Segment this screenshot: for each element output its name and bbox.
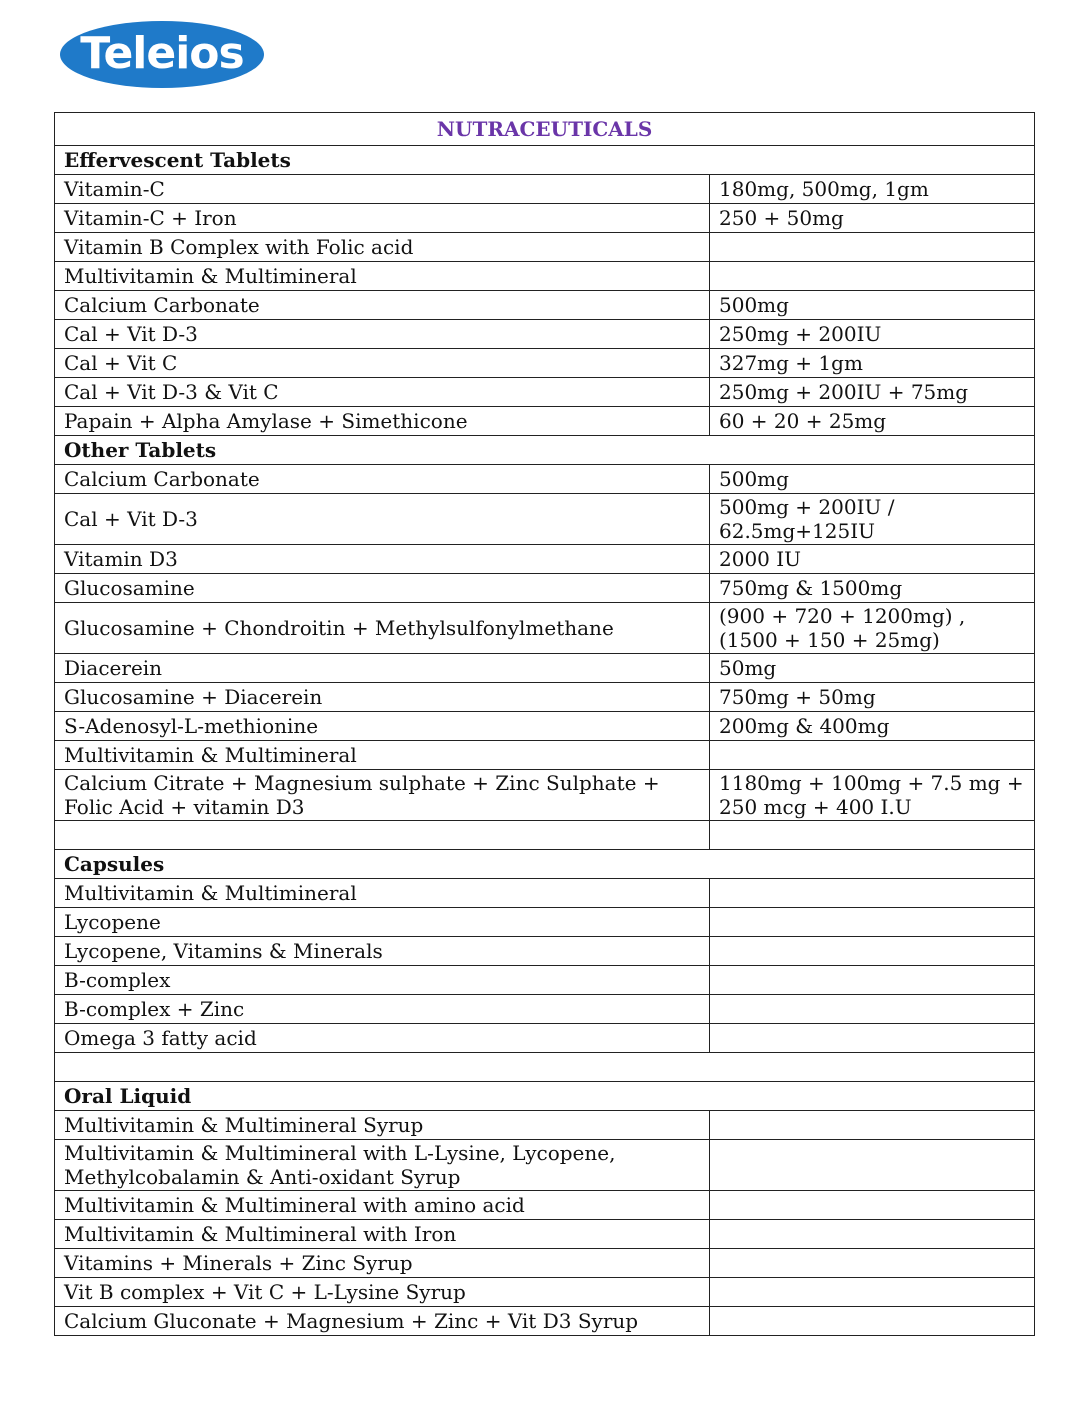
table-row <box>55 741 1035 770</box>
product-strength <box>710 879 1035 908</box>
section-heading-capsules: Capsules <box>55 850 1035 879</box>
product-name: Glucosamine + Chondroitin + Methylsulfonylmethane <box>55 603 710 654</box>
product-name: Multivitamin & Multimineral with amino acid <box>55 1191 710 1220</box>
table-row <box>55 995 1035 1024</box>
table-row <box>55 654 1035 683</box>
product-strength <box>710 262 1035 291</box>
product-name: Vitamins + Minerals + Zinc Syrup <box>55 1249 710 1278</box>
table-row <box>55 1024 1035 1053</box>
product-name: Calcium Citrate + Magnesium sulphate + Zinc Sulphate + Folic Acid + vitamin D3 <box>55 770 710 821</box>
table-row <box>55 1278 1035 1307</box>
product-name: Multivitamin & Multimineral <box>55 741 710 770</box>
product-strength: 500mg <box>710 291 1035 320</box>
product-name: Multivitamin & Multimineral <box>55 879 710 908</box>
section-heading-oral-liquid: Oral Liquid <box>55 1082 1035 1111</box>
product-name: Calcium Gluconate + Magnesium + Zinc + Vit D3 Syrup <box>55 1307 710 1336</box>
product-strength: 60 + 20 + 25mg <box>710 407 1035 436</box>
product-name: Multivitamin & Multimineral <box>55 262 710 291</box>
table-row <box>55 1111 1035 1140</box>
product-strength <box>710 1024 1035 1053</box>
product-strength: 750mg + 50mg <box>710 683 1035 712</box>
product-strength: 327mg + 1gm <box>710 349 1035 378</box>
product-strength: 500mg <box>710 465 1035 494</box>
product-name: Glucosamine <box>55 574 710 603</box>
product-name: Papain + Alpha Amylase + Simethicone <box>55 407 710 436</box>
product-name: Vitamin-C <box>55 175 710 204</box>
table-row <box>55 712 1035 741</box>
nutraceuticals-table <box>54 112 1035 1336</box>
table-row <box>55 1140 1035 1191</box>
table-row <box>55 770 1035 821</box>
product-strength <box>710 1111 1035 1140</box>
table-title: NUTRACEUTICALS <box>55 113 1035 146</box>
table-row <box>55 1191 1035 1220</box>
table-row <box>55 908 1035 937</box>
product-name: Lycopene, Vitamins & Minerals <box>55 937 710 966</box>
table-row <box>55 574 1035 603</box>
product-name: B-complex <box>55 966 710 995</box>
product-strength: 500mg + 200IU / 62.5mg+125IU <box>710 494 1035 545</box>
table-row <box>55 1307 1035 1336</box>
product-strength <box>710 1140 1035 1191</box>
table-row <box>55 494 1035 545</box>
table-row <box>55 603 1035 654</box>
section-heading-other-tablets: Other Tablets <box>55 436 1035 465</box>
table-row <box>55 320 1035 349</box>
table-row <box>55 683 1035 712</box>
logo-text: Teleios <box>80 27 244 79</box>
product-strength <box>710 1278 1035 1307</box>
product-name: Multivitamin & Multimineral with Iron <box>55 1220 710 1249</box>
product-name: Lycopene <box>55 908 710 937</box>
product-strength <box>710 233 1035 262</box>
product-name: Glucosamine + Diacerein <box>55 683 710 712</box>
product-name: Cal + Vit D-3 <box>55 494 710 545</box>
table-row <box>55 378 1035 407</box>
product-strength: 250mg + 200IU + 75mg <box>710 378 1035 407</box>
product-strength <box>710 937 1035 966</box>
product-strength: 180mg, 500mg, 1gm <box>710 175 1035 204</box>
table-row <box>55 204 1035 233</box>
table-row <box>55 1220 1035 1249</box>
product-strength <box>710 1220 1035 1249</box>
product-strength <box>710 995 1035 1024</box>
product-strength: 250mg + 200IU <box>710 320 1035 349</box>
product-name: Multivitamin & Multimineral Syrup <box>55 1111 710 1140</box>
table-row <box>55 545 1035 574</box>
product-name: Vitamin B Complex with Folic acid <box>55 233 710 262</box>
product-name: Vit B complex + Vit C + L-Lysine Syrup <box>55 1278 710 1307</box>
product-strength <box>710 1307 1035 1336</box>
product-strength <box>710 1191 1035 1220</box>
table-row <box>55 966 1035 995</box>
product-name: Cal + Vit C <box>55 349 710 378</box>
product-name: Vitamin D3 <box>55 545 710 574</box>
table-row <box>55 291 1035 320</box>
table-row <box>55 465 1035 494</box>
table-row <box>55 175 1035 204</box>
product-strength: 250 + 50mg <box>710 204 1035 233</box>
product-strength: 50mg <box>710 654 1035 683</box>
section-heading-effervescent: Effervescent Tablets <box>55 146 1035 175</box>
product-name: Vitamin-C + Iron <box>55 204 710 233</box>
product-name: Diacerein <box>55 654 710 683</box>
product-strength: 200mg & 400mg <box>710 712 1035 741</box>
table-row <box>55 937 1035 966</box>
product-name: B-complex + Zinc <box>55 995 710 1024</box>
product-strength: 1180mg + 100mg + 7.5 mg + 250 mcg + 400 I.U <box>710 770 1035 821</box>
product-strength <box>710 966 1035 995</box>
table-row <box>55 407 1035 436</box>
teleios-logo <box>60 21 264 88</box>
table-row <box>55 262 1035 291</box>
product-name: Omega 3 fatty acid <box>55 1024 710 1053</box>
product-name: Cal + Vit D-3 <box>55 320 710 349</box>
product-name: S-Adenosyl-L-methionine <box>55 712 710 741</box>
table-row <box>55 233 1035 262</box>
product-strength: 2000 IU <box>710 545 1035 574</box>
table-row <box>55 1249 1035 1278</box>
product-name: Calcium Carbonate <box>55 291 710 320</box>
blank-row <box>55 821 1035 850</box>
product-strength: 750mg & 1500mg <box>710 574 1035 603</box>
product-name: Calcium Carbonate <box>55 465 710 494</box>
blank-row <box>55 1053 1035 1082</box>
table-row <box>55 879 1035 908</box>
table-row <box>55 349 1035 378</box>
product-strength <box>710 908 1035 937</box>
product-strength: (900 + 720 + 1200mg) , (1500 + 150 + 25mg) <box>710 603 1035 654</box>
product-name: Multivitamin & Multimineral with L-Lysine, Lycopene, Methylcobalamin & Anti-oxidant Syrup <box>55 1140 710 1191</box>
product-strength <box>710 1249 1035 1278</box>
product-strength <box>710 741 1035 770</box>
product-name: Cal + Vit D-3 & Vit C <box>55 378 710 407</box>
